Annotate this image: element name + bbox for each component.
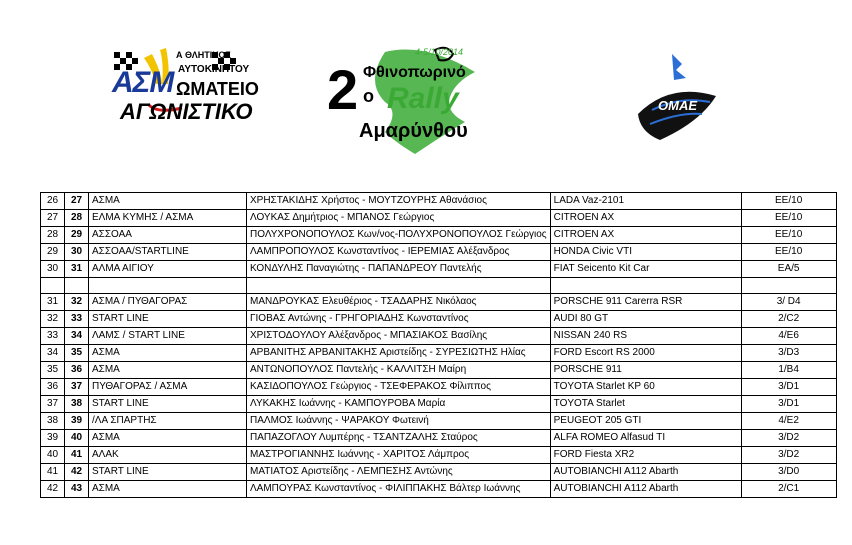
- crew-cell: ΛΑΜΠΡΟΠΟΥΛΟΣ Κωνσταντίνος - ΙΕΡΕΜΙΑΣ Αλέξανδρος: [247, 244, 551, 261]
- club-cell: ΑΣΜΑ: [89, 430, 247, 447]
- club-cell: ΑΛΑΚ: [89, 447, 247, 464]
- car-cell: LADA Vaz-2101: [550, 193, 741, 210]
- start-number-cell: 43: [65, 481, 89, 498]
- crew-cell: ΛΥΚΑΚΗΣ Ιωάννης - ΚΑΜΠΟΥΡΟΒΑ Μαρία: [247, 396, 551, 413]
- start-number-cell: 40: [65, 430, 89, 447]
- class-cell: 3/D1: [741, 379, 836, 396]
- entry-row: [41, 193, 837, 210]
- start-number-cell: 27: [65, 193, 89, 210]
- position-cell: 40: [41, 447, 65, 464]
- position-cell: 26: [41, 193, 65, 210]
- start-number-cell: 37: [65, 379, 89, 396]
- club-cell: START LINE: [89, 464, 247, 481]
- class-cell: 3/D3: [741, 345, 836, 362]
- crew-cell: ΜΑΣΤΡΟΓΙΑΝΝΗΣ Ιωάννης - ΧΑΡΙΤΟΣ Λάμπρος: [247, 447, 551, 464]
- car-cell: TOYOTA Starlet: [550, 396, 741, 413]
- crew-cell: ΠΟΛΥΧΡΟΝΟΠΟΥΛΟΣ Κων/νος-ΠΟΛΥΧΡΟΝΟΠΟΥΛΟΣ Γεώργιος: [247, 227, 551, 244]
- crew-cell: ΛΑΜΠΟΥΡΑΣ Κωνσταντίνος - ΦΙΛΙΠΠΑΚΗΣ Βάλτερ Ιωάννης: [247, 481, 551, 498]
- car-cell: NISSAN 240 RS: [550, 328, 741, 345]
- crew-cell: ΠΑΛΜΟΣ Ιωάννης - ΨΑΡΑΚΟΥ Φωτεινή: [247, 413, 551, 430]
- class-cell: 2/C1: [741, 481, 836, 498]
- class-cell: ΕΕ/10: [741, 244, 836, 261]
- position-cell: 39: [41, 430, 65, 447]
- position-cell: 37: [41, 396, 65, 413]
- car-cell: HONDA Civic VTI: [550, 244, 741, 261]
- crew-cell: ΧΡΙΣΤΟΔΟΥΛΟΥ Αλέξανδρος - ΜΠΑΣΙΑΚΟΣ Βασίλης: [247, 328, 551, 345]
- car-cell: PORSCHE 911: [550, 362, 741, 379]
- asm-subtitle-1: Α ΘΛΗΤΙΚΟΣ: [176, 50, 231, 60]
- rally-event-logo: [325, 42, 485, 154]
- position-cell: 38: [41, 413, 65, 430]
- class-cell: 3/D1: [741, 396, 836, 413]
- car-cell: PORSCHE 911 Carerra RSR: [550, 294, 741, 311]
- class-cell: 2/C2: [741, 311, 836, 328]
- entry-row: [41, 481, 837, 498]
- club-cell: START LINE: [89, 396, 247, 413]
- car-cell: TOYOTA Starlet KP 60: [550, 379, 741, 396]
- entry-list-table: [40, 192, 837, 498]
- entry-row: [41, 311, 837, 328]
- rally-number: 2: [327, 58, 359, 121]
- omae-logo: [630, 52, 720, 147]
- rally-ordinal: ο: [363, 86, 374, 106]
- entry-row: [41, 227, 837, 244]
- position-cell: 42: [41, 481, 65, 498]
- class-cell: ΕΕ/10: [741, 227, 836, 244]
- club-cell: ΑΣΣΟΑΑ/STARTLINE: [89, 244, 247, 261]
- club-cell: START LINE: [89, 311, 247, 328]
- start-number-cell: 33: [65, 311, 89, 328]
- class-cell: 3/D0: [741, 464, 836, 481]
- asm-club-logo: [112, 44, 257, 126]
- asm-word-1: ΩΜΑΤΕΙΟ: [176, 79, 259, 99]
- entry-row: [41, 345, 837, 362]
- start-number-cell: 31: [65, 261, 89, 278]
- car-cell: AUTOBIANCHI A112 Abarth: [550, 481, 741, 498]
- start-number-cell: 30: [65, 244, 89, 261]
- car-cell: PEUGEOT 205 GTI: [550, 413, 741, 430]
- entry-row: [41, 430, 837, 447]
- class-cell: 4/E2: [741, 413, 836, 430]
- entry-row: [41, 447, 837, 464]
- rally-date: 4-5/10/2014: [415, 47, 464, 57]
- crew-cell: ΜΑΝΔΡΟΥΚΑΣ Ελευθέριος - ΤΣΑΔΑΡΗΣ Νικόλαος: [247, 294, 551, 311]
- rally-season: Φθινοπωρινό: [363, 64, 466, 81]
- car-cell: AUDI 80 GT: [550, 311, 741, 328]
- car-cell: CITROEN AX: [550, 210, 741, 227]
- start-number-cell: 42: [65, 464, 89, 481]
- crew-cell: ΓΙΟΒΑΣ Αντώνης - ΓΡΗΓΟΡΙΑΔΗΣ Κωνσταντίνος: [247, 311, 551, 328]
- club-cell: ΑΣΜΑ / ΠΥΘΑΓΟΡΑΣ: [89, 294, 247, 311]
- asm-word-2: ΑΓΩΝΙΣΤΙΚΟ: [120, 99, 253, 124]
- club-cell: ΑΣΜΑ: [89, 345, 247, 362]
- entry-row: [41, 244, 837, 261]
- position-cell: 31: [41, 294, 65, 311]
- class-cell: 3/D2: [741, 430, 836, 447]
- car-cell: FORD Fiesta XR2: [550, 447, 741, 464]
- club-cell: ΠΥΘΑΓΟΡΑΣ / ΑΣΜΑ: [89, 379, 247, 396]
- club-cell: ΑΣΜΑ: [89, 362, 247, 379]
- class-cell: ΕΕ/10: [741, 193, 836, 210]
- crew-cell: ΠΑΠΑΖΟΓΛΟΥ Λυμπέρης - ΤΣΑΝΤΖΑΛΗΣ Σταύρος: [247, 430, 551, 447]
- position-cell: 34: [41, 345, 65, 362]
- asm-mark: ΑΣΜ: [112, 66, 174, 99]
- crew-cell: ΚΟΝΔΥΛΗΣ Παναγιώτης - ΠΑΠΑΝΔΡΕΟΥ Παντελής: [247, 261, 551, 278]
- start-number-cell: 32: [65, 294, 89, 311]
- entry-row: [41, 413, 837, 430]
- entry-rows-group-2: [41, 294, 837, 498]
- class-cell: 3/D2: [741, 447, 836, 464]
- position-cell: 32: [41, 311, 65, 328]
- entry-row: [41, 464, 837, 481]
- club-cell: ΑΛΜΑ ΑΙΓΙΟΥ: [89, 261, 247, 278]
- group-separator: [41, 278, 837, 294]
- asm-subtitle-2: ΑΥΤΟΚΙΝΗΤΟΥ: [178, 64, 250, 75]
- start-number-cell: 35: [65, 345, 89, 362]
- crew-cell: ΑΡΒΑΝΙΤΗΣ ΑΡΒΑΝΙΤΑΚΗΣ Αριστείδης - ΣΥΡΕΣΙΩΤΗΣ Ηλίας: [247, 345, 551, 362]
- class-cell: 1/B4: [741, 362, 836, 379]
- crew-cell: ΜΑΤΙΑΤΟΣ Αριστείδης - ΛΕΜΠΕΣΗΣ Αντώνης: [247, 464, 551, 481]
- position-cell: 33: [41, 328, 65, 345]
- entry-row: [41, 294, 837, 311]
- start-number-cell: 39: [65, 413, 89, 430]
- rally-place: Αμαρύνθου: [359, 120, 468, 142]
- car-cell: ALFA ROMEO Alfasud TI: [550, 430, 741, 447]
- entry-row: [41, 210, 837, 227]
- position-cell: 27: [41, 210, 65, 227]
- omae-mark: ΟΜΑΕ: [658, 98, 697, 113]
- club-cell: ΕΛΜΑ ΚΥΜΗΣ / ΑΣΜΑ: [89, 210, 247, 227]
- crew-cell: ΧΡΗΣΤΑΚΙΔΗΣ Χρήστος - ΜΟΥΤΖΟΥΡΗΣ Αθανάσιος: [247, 193, 551, 210]
- car-cell: FORD Escort RS 2000: [550, 345, 741, 362]
- entry-row: [41, 379, 837, 396]
- entry-row: [41, 362, 837, 379]
- club-cell: ΛΑΜΣ / START LINE: [89, 328, 247, 345]
- start-number-cell: 38: [65, 396, 89, 413]
- separator-row: [41, 278, 837, 294]
- class-cell: ΕΑ/5: [741, 261, 836, 278]
- position-cell: 28: [41, 227, 65, 244]
- crew-cell: ΛΟΥΚΑΣ Δημήτριος - ΜΠΑΝΟΣ Γεώργιος: [247, 210, 551, 227]
- club-cell: ΑΣΣΟΑΑ: [89, 227, 247, 244]
- start-number-cell: 36: [65, 362, 89, 379]
- position-cell: 30: [41, 261, 65, 278]
- position-cell: 29: [41, 244, 65, 261]
- car-cell: CITROEN AX: [550, 227, 741, 244]
- omae-emblem-icon: [630, 52, 720, 147]
- start-number-cell: 29: [65, 227, 89, 244]
- start-number-cell: 34: [65, 328, 89, 345]
- position-cell: 41: [41, 464, 65, 481]
- car-cell: FIAT Seicento Kit Car: [550, 261, 741, 278]
- entry-row: [41, 396, 837, 413]
- position-cell: 35: [41, 362, 65, 379]
- crew-cell: ΚΑΣΙΔΟΠΟΥΛΟΣ Γεώργιος - ΤΣΕΦΕΡΑΚΟΣ Φίλιππος: [247, 379, 551, 396]
- club-cell: /ΛΑ ΣΠΑΡΤΗΣ: [89, 413, 247, 430]
- position-cell: 36: [41, 379, 65, 396]
- crew-cell: ΑΝΤΩΝΟΠΟΥΛΟΣ Παντελής - ΚΑΛΛΙΤΣΗ Μαίρη: [247, 362, 551, 379]
- club-cell: ΑΣΜΑ: [89, 481, 247, 498]
- rally-word: Rally: [387, 82, 459, 115]
- start-number-cell: 41: [65, 447, 89, 464]
- entry-row: [41, 328, 837, 345]
- start-number-cell: 28: [65, 210, 89, 227]
- entry-rows-group-1: [41, 193, 837, 278]
- club-cell: ΑΣΜΑ: [89, 193, 247, 210]
- class-cell: 4/E6: [741, 328, 836, 345]
- entry-row: [41, 261, 837, 278]
- class-cell: 3/ D4: [741, 294, 836, 311]
- car-cell: AUTOBIANCHI A112 Abarth: [550, 464, 741, 481]
- class-cell: ΕΕ/10: [741, 210, 836, 227]
